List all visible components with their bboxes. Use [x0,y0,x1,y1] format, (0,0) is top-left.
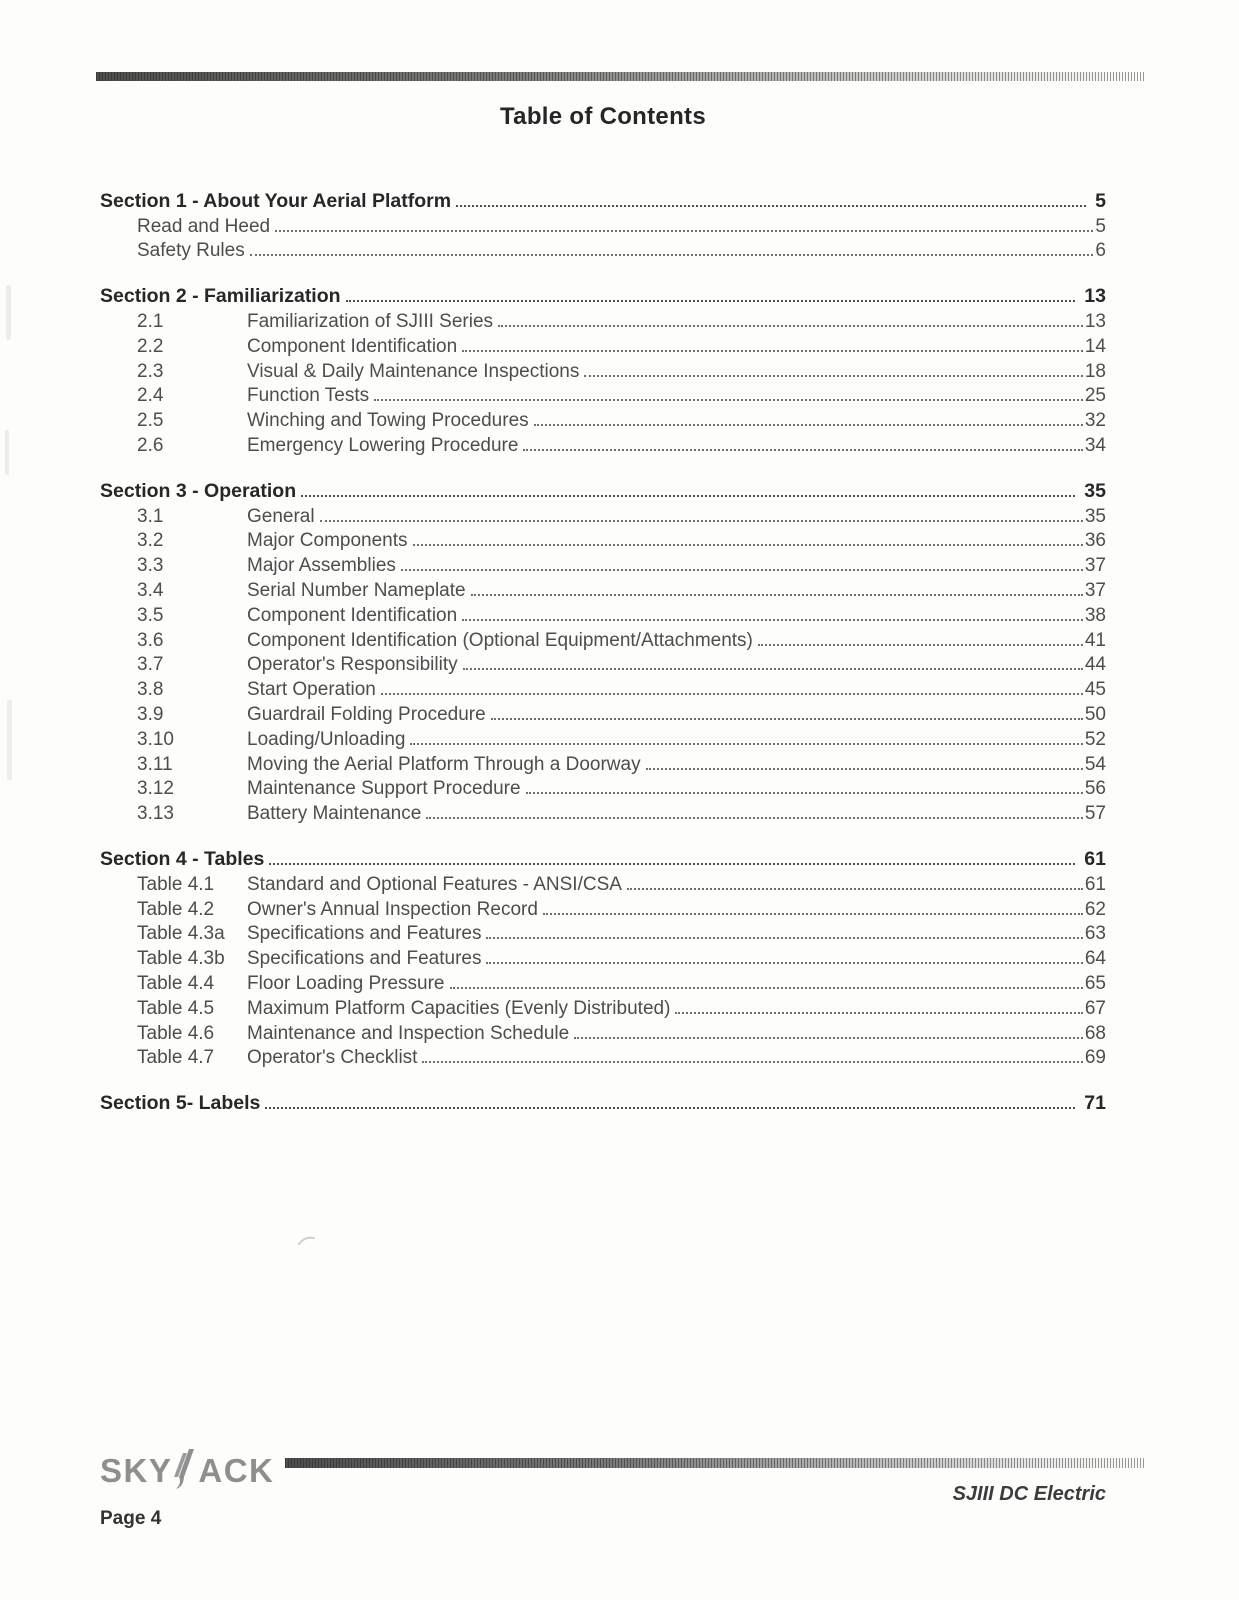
toc-entry [100,896,1106,921]
dot-leader [498,325,1083,327]
toc-entry-title: Serial Number Nameplate [247,579,466,601]
toc-entry-title: Component Identification (Optional Equipment/Attachments) [247,629,753,651]
dot-leader [301,495,1075,497]
toc-heading-page: 71 [1084,1092,1106,1115]
dot-leader [265,1107,1075,1109]
toc-entry-number: Table 4.2 [137,898,215,920]
dot-leader [486,962,1082,964]
toc-entry-number: 3.2 [137,530,164,552]
dot-leader [250,254,1094,256]
toc-entry-number: 3.9 [137,703,164,725]
dot-leader [523,449,1082,451]
toc-entry-page: 14 [1084,335,1106,357]
toc-entry-number: Table 4.1 [137,873,215,895]
toc-heading-title: Section 1 - About Your Aerial Platform [100,189,452,212]
dot-leader [462,350,1083,352]
toc-entry-page: 52 [1084,728,1106,750]
toc-entry [100,358,1106,383]
toc-entry-page: 54 [1084,753,1106,775]
dot-leader [486,937,1082,939]
toc-entry-number: 3.6 [137,629,164,651]
toc-entry-title: Read and Heed [137,215,271,237]
toc-entry [100,652,1106,677]
toc-entry [100,970,1106,995]
toc-entry-title: Maintenance and Inspection Schedule [247,1022,570,1044]
page-number-label: Page 4 [100,1508,162,1529]
toc-entry-number: Table 4.5 [137,997,215,1019]
toc-entry-title: Standard and Optional Features - ANSI/CSA [247,873,622,895]
toc-entry-title: Guardrail Folding Procedure [247,703,486,725]
toc-entry [100,432,1106,457]
dot-leader [646,768,1083,770]
toc-entry [100,921,1106,946]
toc-entry-page: 18 [1084,360,1106,382]
toc-entry-page: 13 [1084,310,1106,332]
dot-leader [374,399,1083,401]
toc-entry-title: Battery Maintenance [247,803,422,825]
toc-entry-page: 67 [1084,997,1106,1019]
dot-leader [410,743,1082,745]
toc-entry-number: 3.12 [137,778,174,800]
toc-entry-title: Safety Rules [137,240,245,262]
toc-entry-number: 2.4 [137,385,164,407]
toc-section-3 [100,478,1106,825]
toc-entry-page: 50 [1084,703,1106,725]
toc-heading-page: 13 [1084,285,1106,308]
toc-entry [100,871,1106,896]
toc-section-heading [100,188,1106,213]
toc-entry-number: 2.3 [137,360,164,382]
toc-entry [100,407,1106,432]
dot-leader [413,544,1083,546]
toc-entry-number: 2.6 [137,434,164,456]
toc-entry [100,945,1106,970]
toc-entry [100,995,1106,1020]
toc-entry-number: 3.8 [137,679,164,701]
toc-entry-title: Owner's Annual Inspection Record [247,898,538,920]
toc-entry [100,701,1106,726]
skyjack-logo-slash-icon [173,1447,197,1496]
toc-entry-page: 37 [1084,579,1106,601]
toc-entry-title: Winching and Towing Procedures [247,410,529,432]
document-reference: SJIII DC Electric [952,1483,1106,1505]
toc-entry-page: 38 [1084,604,1106,626]
toc-entry-page: 41 [1084,629,1106,651]
scan-artifact [7,700,12,780]
toc-entry-number: 3.5 [137,604,164,626]
skyjack-logo-text-left: SKY [100,1452,173,1489]
toc-section-5 [100,1090,1106,1115]
toc-entry [100,602,1106,627]
toc-entry-number: 3.11 [137,753,173,775]
toc-entry-title: Loading/Unloading [247,728,406,750]
skyjack-logo-text-right: ACK [198,1452,275,1489]
toc-entry [100,238,1106,263]
dot-leader [346,300,1076,302]
toc-heading-page: 61 [1084,847,1106,870]
toc-section-heading [100,1090,1106,1115]
toc-entry-page: 34 [1084,434,1106,456]
dot-leader [456,205,1086,207]
toc-entry [100,333,1106,358]
dot-leader [534,424,1083,426]
toc-heading-title: Section 5- Labels [100,1092,261,1115]
toc-entry [100,213,1106,238]
toc-entry-page: 69 [1084,1047,1106,1069]
toc-entry-page: 35 [1084,505,1106,527]
toc-entry-title: Start Operation [247,679,376,701]
dot-leader [471,594,1083,596]
dot-leader [269,863,1075,865]
dot-leader [422,1061,1082,1063]
toc-entry-title: Floor Loading Pressure [247,972,445,994]
toc-entry-page: 65 [1084,972,1106,994]
toc-entry [100,751,1106,776]
toc-section-1 [100,188,1106,262]
toc-entry [100,383,1106,408]
toc-heading-title: Section 4 - Tables [100,847,265,870]
toc-entry-title: Specifications and Features [247,923,482,945]
toc-entry [100,726,1106,751]
toc-entry-title: Operator's Checklist [247,1047,418,1069]
dot-leader [426,817,1083,819]
toc-entry-page: 5 [1095,215,1106,237]
toc-entry-page: 62 [1084,898,1106,920]
toc-entry-number: Table 4.3b [137,948,225,970]
toc-entry-number: 2.2 [137,335,164,357]
toc-entry-number: 3.7 [137,654,164,676]
toc-entry-title: Moving the Aerial Platform Through a Doorway [247,753,641,775]
scan-artifact [6,285,11,340]
toc-entry-title: Maximum Platform Capacities (Evenly Distributed) [247,997,671,1019]
toc-entry [100,627,1106,652]
dot-leader [381,693,1083,695]
toc-entry-title: Specifications and Features [247,948,482,970]
toc-entry-page: 6 [1095,240,1106,262]
toc-entry-number: 3.13 [137,803,174,825]
dot-leader [526,792,1083,794]
toc-entry-number: 3.3 [137,555,164,577]
page-title: Table of Contents [500,103,706,130]
toc-entry [100,528,1106,553]
toc-entry [100,552,1106,577]
dot-leader [627,888,1083,890]
toc-entry-title: Maintenance Support Procedure [247,778,521,800]
toc-entry [100,1020,1106,1045]
toc-entry-page: 36 [1084,530,1106,552]
toc-entry [100,676,1106,701]
scan-artifact [5,430,9,475]
toc-entry-title: Visual & Daily Maintenance Inspections [247,360,580,382]
toc-entry-title: Component Identification [247,335,458,357]
toc-entry-number: Table 4.7 [137,1047,215,1069]
dot-leader [543,913,1083,915]
toc-entry-title: Component Identification [247,604,458,626]
toc-heading-title: Section 3 - Operation [100,479,297,502]
toc-section-heading [100,478,1106,503]
toc-entry-title: General [247,505,315,527]
toc-section-2 [100,283,1106,457]
toc-heading-title: Section 2 - Familiarization [100,285,341,308]
toc-heading-page: 5 [1095,189,1106,212]
toc-entry-page: 64 [1084,948,1106,970]
toc-heading-page: 35 [1084,479,1106,502]
toc-section-heading [100,283,1106,308]
footer-divider-bar [285,1458,1145,1468]
toc-entry [100,800,1106,825]
toc-entry [100,503,1106,528]
dot-leader [584,375,1083,377]
dot-leader [675,1012,1082,1014]
skyjack-logo [100,1447,274,1487]
dot-leader [574,1037,1083,1039]
dot-leader [401,569,1083,571]
toc-entry [100,1045,1106,1070]
dot-leader [462,619,1083,621]
toc-entry-title: Major Assemblies [247,555,396,577]
toc-entry-title: Familiarization of SJIII Series [247,310,494,332]
toc-entry [100,308,1106,333]
toc-entry-page: 32 [1084,410,1106,432]
toc-entry [100,577,1106,602]
toc-entry-title: Function Tests [247,385,370,407]
toc-entry-page: 45 [1084,679,1106,701]
scan-artifact-mark [297,1233,317,1251]
dot-leader [758,644,1083,646]
toc-entry-number: 3.10 [137,728,174,750]
toc-section-heading [100,846,1106,871]
toc-entry-page: 44 [1084,654,1106,676]
toc-entry-number: 2.5 [137,410,164,432]
toc-entry-title: Emergency Lowering Procedure [247,434,519,456]
toc-entry-number: Table 4.4 [137,972,215,994]
toc-entry-title: Operator's Responsibility [247,654,458,676]
toc-entry-number: 3.1 [137,505,164,527]
toc-section-4 [100,846,1106,1069]
toc-entry-page: 63 [1084,923,1106,945]
toc-entry-page: 61 [1084,873,1106,895]
header-divider-bar [96,72,1146,81]
toc-entry-number: 2.1 [137,310,164,332]
dot-leader [320,520,1083,522]
dot-leader [450,987,1083,989]
toc-entry-title: Major Components [247,530,408,552]
dot-leader [463,668,1083,670]
toc-entry-number: Table 4.3a [137,923,225,945]
toc-entry-page: 57 [1084,803,1106,825]
toc-entry-page: 25 [1084,385,1106,407]
toc-entry-number: 3.4 [137,579,164,601]
toc-entry-page: 37 [1084,555,1106,577]
dot-leader [491,718,1083,720]
table-of-contents [100,188,1106,1136]
dot-leader [275,230,1093,232]
toc-entry-number: Table 4.6 [137,1022,215,1044]
toc-entry [100,776,1106,801]
toc-entry-page: 68 [1084,1022,1106,1044]
toc-entry-page: 56 [1084,778,1106,800]
